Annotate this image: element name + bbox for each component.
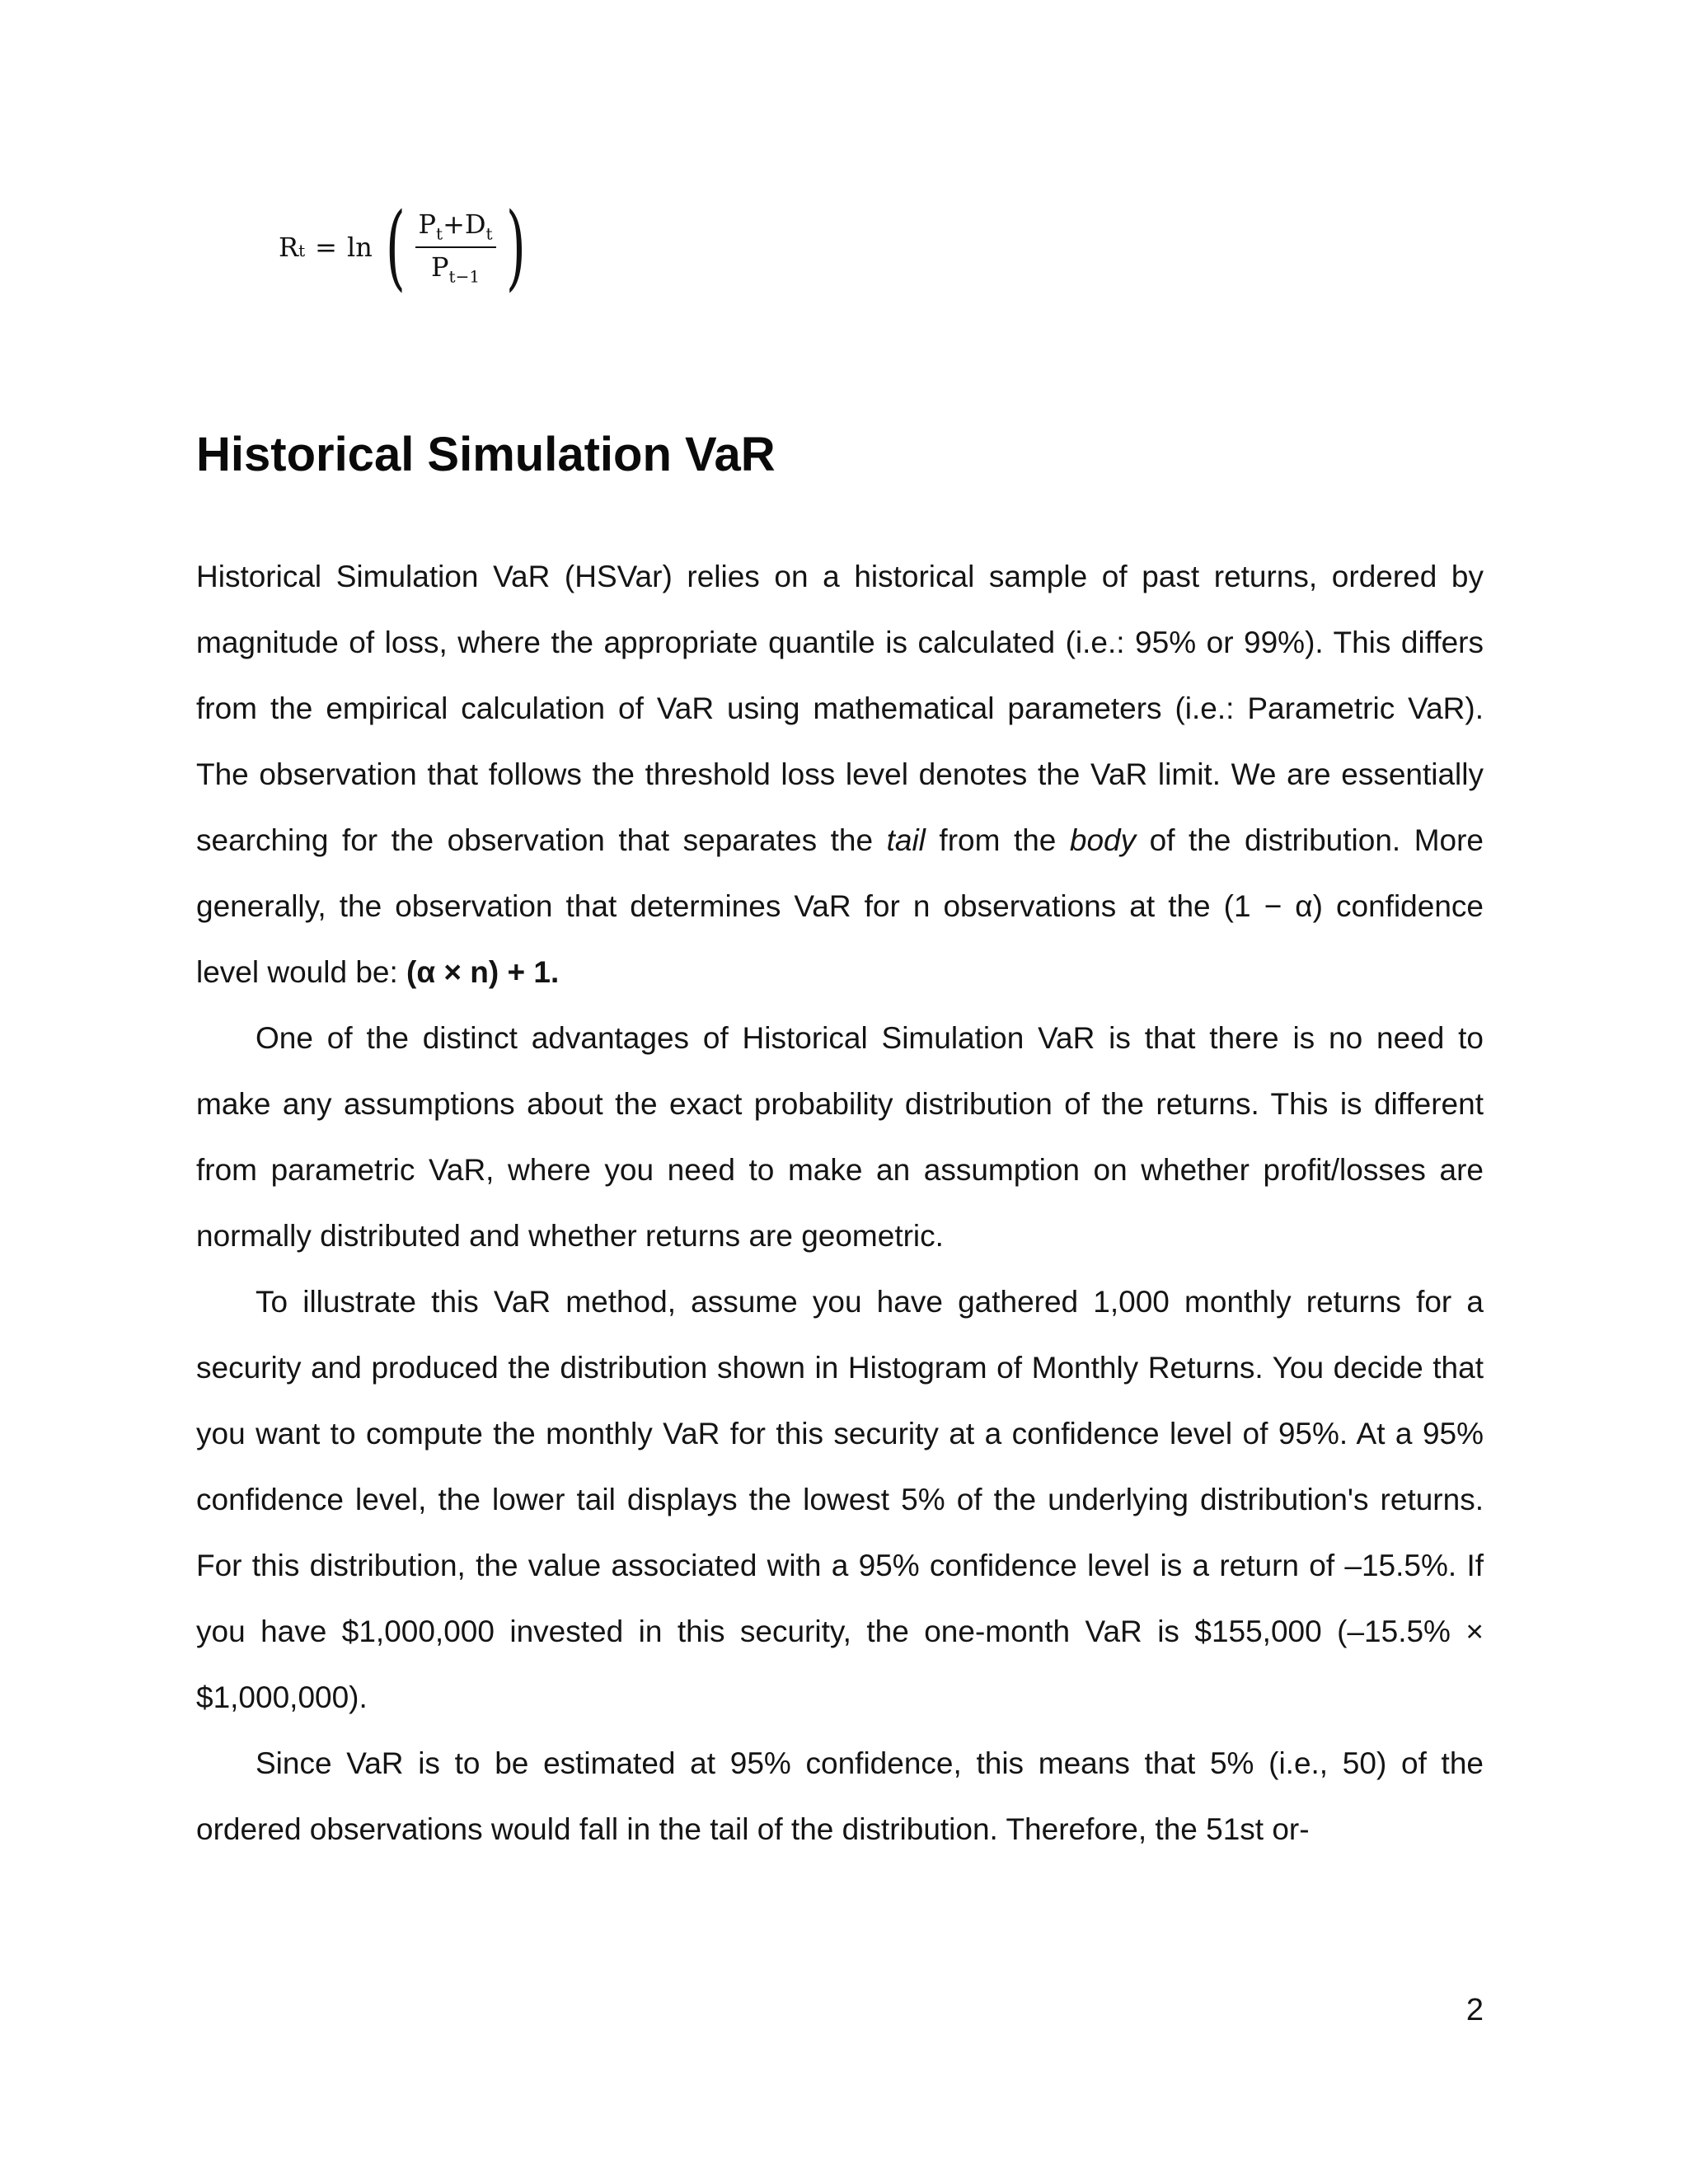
paragraph-4: Since VaR is to be estimated at 95% confidence, this means that 5% (i.e., 50) of the ordered observations would fall in the tail of the distribution. Therefore, the 51st or- [196,1746,1484,1846]
tail-emphasis: tail [886,823,926,857]
paragraph-2: One of the distinct advantages of Historical Simulation VaR is that there is no need to make any assumptions about the exact probability distribution of the returns. This is different from parametric VaR, where you need to make an assumption on whether profit/losses are normally distributed and whether returns are geometric. [196,1021,1484,1253]
numerator-price: P [418,208,437,240]
paragraph-3: To illustrate this VaR method, assume you have gathered 1,000 monthly returns for a security and produced the distribution shown in Histogram of Monthly Returns. You decide that you want to compute the monthly VaR for this security at a confidence level of 95%. At a 95% confidence level, the lower tail displays the lowest 5% of the underlying distribution's returns. For this distribution, the value associated with a 95% confidence level is a return of –15.5%. If you have $1,000,000 invested in this security, the one-month VaR is $155,000 (–15.5% × $1,000,000). [196,1285,1484,1714]
denominator-subscript: t−1 [448,266,481,287]
section-heading: Historical Simulation VaR [196,428,776,481]
page-number: 2 [1465,1993,1484,2027]
numerator-plus: + [443,208,465,240]
paragraph-1-text-c: of the distribution. More generally, the observation that determines VaR for n observations at the (1 − α) confidence level would be: [196,823,1484,989]
formula-right-paren: ) [505,194,526,301]
formula-lhs-symbol: R [279,232,299,263]
formula-denominator [431,248,480,286]
observation-formula: (α × n) + 1. [406,955,560,989]
formula-lhs [279,232,305,263]
paragraph-1-text-b: from the [925,823,1070,857]
body-text [196,544,1484,1863]
denominator-price: P [431,251,449,283]
numerator-dividend-subscript: t [485,223,493,243]
paragraph-1 [196,544,1484,1005]
formula-numerator [415,209,496,246]
numerator-price-subscript: t [436,223,443,243]
log-return-formula [279,194,533,301]
formula-left-paren: ( [385,194,406,301]
formula-ln: ln [346,232,373,263]
paragraph-1-text-a: Historical Simulation VaR (HSVar) relies on a historical sample of past returns, ordered by magnitude of loss, where the appropriate quantile is calculated (i.e.: 95% or 99%). This differs from the empirical calculation of VaR using mathematical parameters (i.e.: Parametric VaR). The observation that follows the threshold loss level denotes the VaR limit. We are essentially searching for the observation that separates the [196,560,1484,857]
formula-fraction [415,209,496,287]
formula-equals: = [315,232,337,263]
numerator-dividend: D [464,208,486,240]
formula-lhs-subscript: t [298,241,306,260]
body-emphasis: body [1069,823,1137,857]
